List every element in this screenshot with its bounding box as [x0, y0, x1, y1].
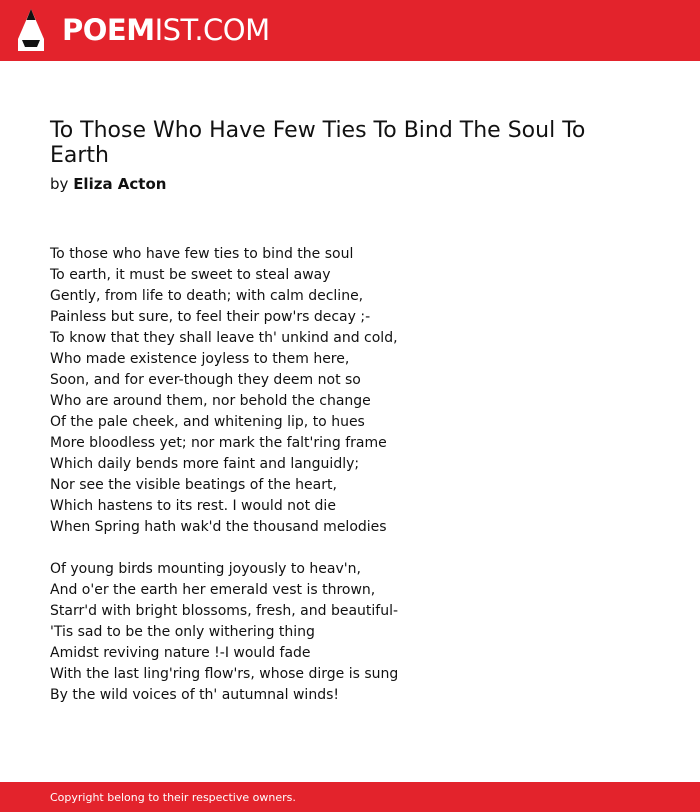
logo-text-bold: POEM	[62, 13, 155, 47]
poem-line: Nor see the visible beatings of the heart,	[50, 477, 337, 493]
poem-body	[50, 244, 650, 727]
poem-line: 'Tis sad to be the only withering thing	[50, 624, 315, 640]
poem-line: Amidst reviving nature !-I would fade	[50, 645, 311, 661]
poem-line: Starr'd with bright blossoms, fresh, and beautiful-	[50, 603, 399, 619]
poem-line: To know that they shall leave th' unkind and cold,	[50, 330, 398, 346]
poem-line: More bloodless yet; nor mark the falt'ring frame	[50, 435, 387, 451]
poem-line: Of the pale cheek, and whitening lip, to hues	[50, 414, 365, 430]
byline	[50, 174, 166, 194]
poem-line: Of young birds mounting joyously to heav'n,	[50, 561, 361, 577]
author-name[interactable]: Eliza Acton	[73, 175, 167, 193]
site-footer	[0, 782, 700, 812]
poem-line: And o'er the earth her emerald vest is thrown,	[50, 582, 376, 598]
poem-line: With the last ling'ring flow'rs, whose dirge is sung	[50, 666, 399, 682]
copyright-notice: Copyright belong to their respective owners.	[50, 791, 296, 804]
poem-line: Which daily bends more faint and languidly;	[50, 456, 360, 472]
poem-line: To earth, it must be sweet to steal away	[50, 267, 331, 283]
poem-stanza	[50, 244, 650, 538]
poem-line: Painless but sure, to feel their pow'rs decay ;-	[50, 309, 371, 325]
poem-line: Gently, from life to death; with calm decline,	[50, 288, 364, 304]
poem-stanza	[50, 559, 650, 706]
poem-line: Who are around them, nor behold the change	[50, 393, 371, 409]
poem-line: When Spring hath wak'd the thousand melodies	[50, 519, 387, 535]
logo-text-light: IST.COM	[154, 13, 270, 47]
pencil-tip-icon[interactable]	[18, 9, 44, 51]
poem-line: Soon, and for ever-though they deem not so	[50, 372, 361, 388]
poem-line: To those who have few ties to bind the soul	[50, 246, 354, 262]
poem-line: Who made existence joyless to them here,	[50, 351, 350, 367]
by-label: by	[50, 175, 69, 193]
poem-line: Which hastens to its rest. I would not die	[50, 498, 336, 514]
site-logo[interactable]	[62, 11, 270, 49]
poem-title: To Those Who Have Few Ties To Bind The Soul To Earth	[50, 118, 586, 168]
poem-line: By the wild voices of th' autumnal winds!	[50, 687, 339, 703]
site-header	[0, 0, 700, 61]
